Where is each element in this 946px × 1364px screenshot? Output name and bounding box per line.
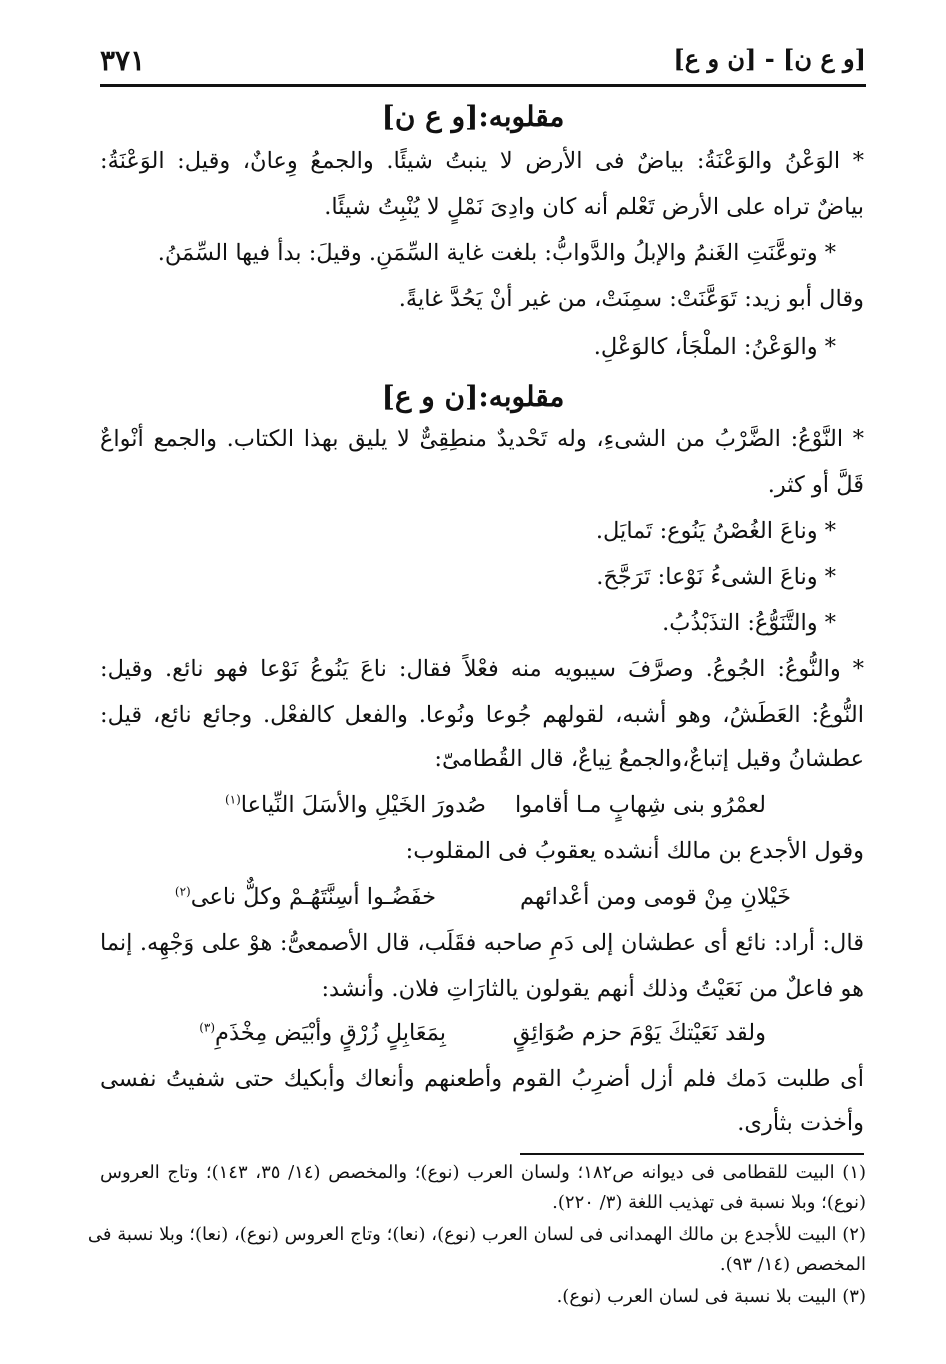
paragraph-line: عطشانُ وقيل إتباعٌ،والجمعُ نِياعٌ، قال القُطامىّ:: [434, 746, 864, 772]
verse-hemistich-right: ولقد نَعَيْتكَ يَوْمَ حزم صُوَائِقٍ: [512, 1020, 766, 1046]
verse-hemistich-right: لعمْرُو بنى شِهابٍ مـا أقاموا: [515, 792, 766, 818]
footnote-line: (٣) البيت بلا نسبة فى لسان العرب (نوع).: [556, 1286, 866, 1307]
verse-hemistich-left: [225, 792, 486, 818]
paragraph-line: وقول الأجدع بن مالك أنشده يعقوبُ فى المقلوب:: [405, 838, 864, 864]
verse-text: بِمَعَابِلٍ زُرْقٍ وأبْيَض مِخْذَمِ: [215, 1020, 446, 1046]
paragraph-line: أى طلبت دَمك فلم أزل أضرِبُ القوم وأطعنهم وأنعاك وأبكيك حتى شفيتُ نفسى: [100, 1066, 864, 1092]
paragraph-line: * وناعَ الشىءُ نَوْعا: تَرَجَّحَ.: [596, 564, 836, 590]
header-rule: [100, 84, 866, 87]
page-number: ٣٧١: [100, 44, 146, 77]
paragraph-line: وقال أبو زيد: تَوَعَّنَتْ: سمِنَتْ، من غير أنْ يَحُدَّ غايةً.: [398, 286, 864, 312]
paragraph-line: * والوَعْنُ: الملْجَأ، كالوَعْلِ.: [593, 334, 836, 360]
paragraph-line: * النَّوْعُ: الضَّرْبُ من الشىءِ، وله تَحْديدٌ منطِقِىٌّ لا يليق بهذا الكتاب. والجمع أنْواعٌ: [100, 426, 864, 452]
footnote-rule: [520, 1153, 864, 1155]
footnote-line: المخصص (١٤/ ٩٣).: [719, 1254, 866, 1275]
verse-hemistich-right: خَيْلانِ مِنْ قومى ومن أعْدائهم: [519, 884, 791, 910]
paragraph-line: * والنُّوعُ: الجُوعُ. وصرَّفَ سيبويه منه فعْلاً فقال: ناعَ يَنُوعُ نَوْعا فهو نائع. وقيل:: [100, 656, 864, 682]
verse-hemistich-left: [199, 1020, 446, 1046]
verse-text: خفَضُـوا أسِنَّتَهُـمْ وكلٌّ ناعى: [190, 884, 436, 910]
paragraph-line: وأخذت بثأرى.: [737, 1110, 864, 1136]
paragraph-line: بياضٌ تراه على الأرض تَعْلم أنه كان وادِىَ نَمْلٍ لا يُنْبِتُ شيئًا.: [324, 194, 864, 220]
verse-text: صُدورَ الخَيْلِ والأسَلَ النِّياعا: [240, 792, 486, 818]
paragraph-line: * الوَعْنُ والوَعْنَةُ: بياضٌ فى الأرض لا ينبتُ شيئًا. والجمعُ وِعانٌ، وقيل: الوَعْنَةُ:: [100, 148, 864, 174]
paragraph-line: * وناعَ الغُصْنُ يَنُوع: تَمايَل.: [595, 518, 836, 544]
section-heading-1: مقلوبه:[و ع ن]: [381, 100, 565, 133]
paragraph-line: * والتَّنَوُّعُ: التذَبْذُبُ.: [662, 610, 836, 636]
paragraph-line: * وتوعَّنَتِ الغَنمُ والإبلُ والدَّوابُّ: بلغت غاية السِّمَنِ. وقيلَ: بدأ فيها السِّمَنُ.: [157, 240, 836, 266]
footnote-marker: (٣): [199, 1020, 216, 1035]
running-title: [و ع ن] - [ن و ع]: [673, 44, 866, 73]
verse-hemistich-left: [175, 884, 436, 910]
footnote-marker: (١): [224, 792, 241, 807]
section-heading-2: مقلوبه:[ن و ع]: [381, 380, 565, 413]
footnote-marker: (٢): [174, 884, 191, 899]
paragraph-line: هو فاعلٌ من نَعَيْتُ وذلك أنهم يقولون يالثارَاتِ فلان. وأنشد:: [321, 976, 864, 1002]
footnote-line: (نوع)؛ وبلا نسبة فى تهذيب اللغة (٣/ ٢٢٠).: [552, 1192, 866, 1213]
footnote-line: (١) البيت للقطامى فى ديوانه ص١٨٢؛ ولسان العرب (نوع)؛ والمخصص (١٤/ ٣٥، ١٤٣)؛ وتاج العروس: [100, 1162, 867, 1183]
paragraph-line: قال: أراد: نائع أى عطشان إلى دَمِ صاحبه فقَلَب، قال الأصمعىُّ: هوْ على وَجْهِه. إنما: [100, 930, 864, 956]
footnote-line: (٢) البيت للأجدع بن مالك الهمدانى فى لسان العرب (نوع)، (نعا)؛ وتاج العروس (نوع)، (نعا)؛ وبلا نسبة فى: [87, 1224, 866, 1245]
paragraph-line: النُّوعُ: العَطَشُ، وهو أشبه، لقولهم جُوعا ونُوعا. والفعل كالفعْل. وجائع نائع، قيل:: [100, 702, 864, 728]
paragraph-line: قَلَّ أو كثر.: [767, 472, 864, 498]
